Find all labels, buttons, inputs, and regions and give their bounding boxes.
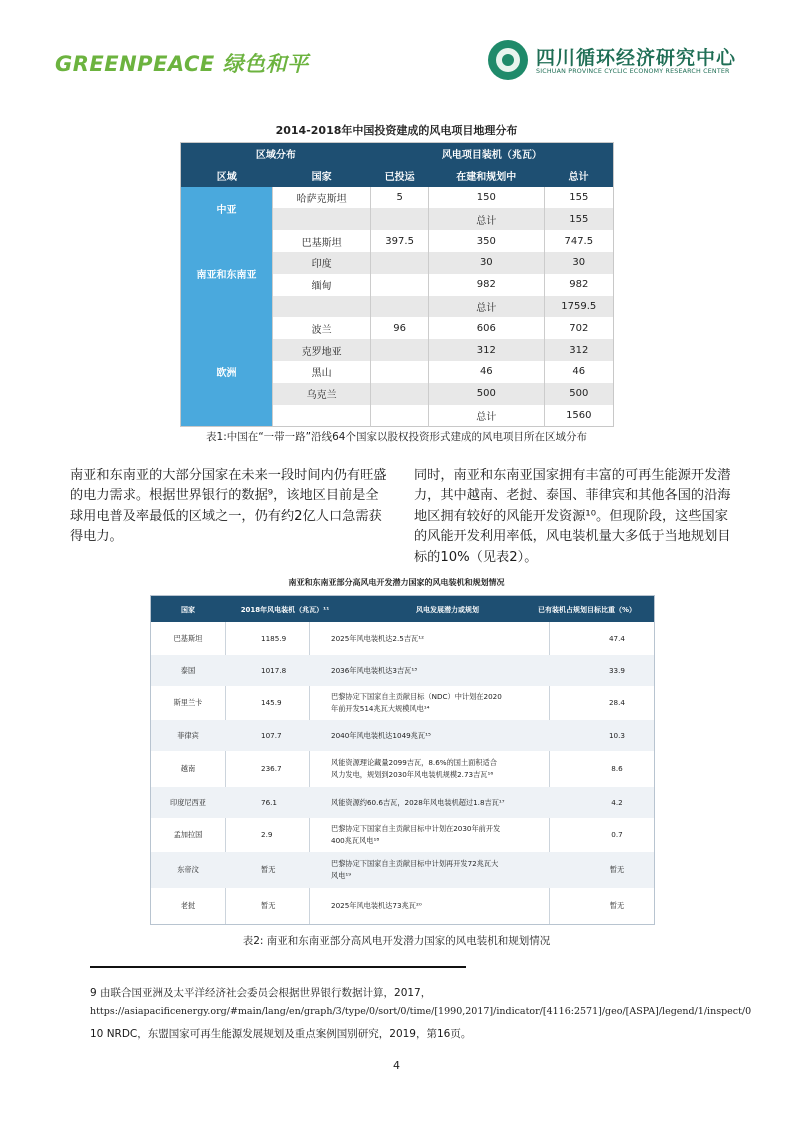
table-row [151, 751, 654, 787]
table-cell: 印度 [273, 252, 371, 274]
table-cell: 2025年风电装机达2.5吉瓦¹² [331, 634, 424, 643]
table-cell: 巴基斯坦 [173, 634, 203, 643]
table-cell: 5 [371, 187, 429, 209]
table-cell: 76.1 [261, 798, 278, 807]
table2-col-header: 风电发展潜力或规划 [416, 606, 479, 614]
page-number: 4 [393, 1059, 400, 1072]
table-row [181, 230, 614, 252]
table-cell: 30 [429, 252, 545, 274]
table-cell: 泰国 [180, 666, 196, 675]
table1-col-header: 在建和规划中 [429, 165, 545, 187]
table1-col-header: 已投运 [371, 165, 429, 187]
region-cell: 南亚和东南亚 [181, 230, 273, 317]
table-cell [371, 296, 429, 318]
table-cell: 老挝 [180, 901, 196, 910]
table-row [151, 622, 654, 655]
table1 [180, 142, 614, 427]
table-cell: 黑山 [273, 361, 371, 383]
table-cell: 波兰 [273, 317, 371, 339]
table1-group-header: 风电项目装机（兆瓦） [371, 143, 614, 165]
footnote-10: 10 NRDC，东盟国家可再生能源发展规划及重点案例国别研究，2019，第16页。 [90, 1028, 472, 1040]
table-cell: 500 [429, 383, 545, 405]
table-cell: 总计 [429, 405, 545, 427]
table-cell: 46 [544, 361, 613, 383]
table-row [151, 818, 654, 852]
table-cell [273, 208, 371, 230]
table-cell: 1017.8 [261, 666, 287, 675]
table-cell: 982 [429, 274, 545, 296]
table-cell: 312 [429, 339, 545, 361]
table-cell: 500 [544, 383, 613, 405]
table1-col-header: 总计 [544, 165, 613, 187]
table-cell: 312 [544, 339, 613, 361]
table-cell: 巴黎协定下国家自主贡献目标中计划在2030年前开发 [331, 824, 501, 833]
footnote-divider [90, 966, 466, 968]
table-cell: 暂无 [261, 901, 276, 910]
table2-col-header: 已有装机占规划目标比重（%） [537, 606, 636, 614]
greenpeace-logo: GREENPEACE 绿色和平 [55, 52, 309, 76]
table-cell: 风力发电，规划到2030年风电装机规模2.73吉瓦¹⁶ [331, 770, 494, 779]
table-cell: 0.7 [611, 830, 623, 839]
table-cell: 孟加拉国 [173, 830, 203, 839]
table-cell: 150 [429, 187, 545, 209]
research-center-name-cn: 四川循环经济研究中心 [536, 47, 737, 69]
table-cell: 2025年风电装机达73兆瓦²⁰ [331, 901, 422, 910]
table-cell: 8.6 [611, 764, 623, 773]
table-cell: 总计 [429, 296, 545, 318]
table-row [151, 888, 654, 924]
table-cell: 巴黎协定下国家自主贡献目标（NDC）中计划在2020 [331, 692, 502, 701]
table-cell: 巴黎协定下国家自主贡献目标中计划再开发72兆瓦大 [331, 859, 499, 868]
table-cell: 1759.5 [544, 296, 613, 318]
table1-col-header: 国家 [273, 165, 371, 187]
table-cell: 606 [429, 317, 545, 339]
table-cell: 菲律宾 [177, 731, 199, 740]
table2-caption: 表2: 南亚和东南亚部分高风电开发潜力国家的风电装机和规划情况 [242, 935, 551, 947]
table1-caption: 表1:中国在“一带一路”沿线64个国家以股权投资形式建成的风电项目所在区域分布 [206, 431, 587, 443]
table-cell: 暂无 [609, 901, 625, 910]
table-cell: 风电¹⁹ [331, 871, 352, 880]
table-cell [371, 383, 429, 405]
table-cell: 暂无 [609, 865, 625, 874]
table-cell: 斯里兰卡 [173, 698, 203, 707]
table-cell: 年前开发514兆瓦大规模风电¹⁴ [331, 704, 430, 713]
table-cell: 克罗地亚 [273, 339, 371, 361]
table-cell [371, 252, 429, 274]
table-cell: 47.4 [608, 634, 625, 643]
table-cell: 28.4 [608, 698, 625, 707]
table-cell: 乌克兰 [273, 383, 371, 405]
table-cell: 越南 [180, 764, 196, 773]
footnote-9-url[interactable]: https://asiapacificenergy.org/#main/lang/en/graph/3/type/0/sort/0/time/[1990,2017]/indicator/[4116:2571]/geo/[ASPA]/legend/1/inspect/0 [90, 1006, 752, 1017]
table2-col-header: 国家 [181, 606, 195, 614]
table2-header-row [151, 596, 654, 622]
table-cell: 155 [544, 187, 613, 209]
table-cell: 96 [371, 317, 429, 339]
table-cell: 397.5 [371, 230, 429, 252]
table-cell: 145.9 [261, 698, 282, 707]
table-cell: 1185.9 [261, 634, 287, 643]
table2-col-header: 2018年风电装机（兆瓦）¹¹ [240, 606, 330, 614]
table-cell [371, 208, 429, 230]
table-cell [273, 296, 371, 318]
table-cell: 155 [544, 208, 613, 230]
table-cell: 暂无 [261, 865, 276, 874]
table-cell: 总计 [429, 208, 545, 230]
table-cell: 4.2 [611, 798, 623, 807]
table-cell [371, 405, 429, 427]
table-cell: 哈萨克斯坦 [273, 187, 371, 209]
table-cell [371, 339, 429, 361]
body-paragraph-right: 同时，南亚和东南亚国家拥有丰富的可再生能源开发潜力，其中越南、老挝、泰国、菲律宾和其他各国的沿海地区拥有较好的风能开发资源¹⁰。但现阶段，这些国家的风能开发利用率低，风电装机量大多低于当地规划目标的10%（见表2）。 [414, 468, 731, 565]
table-row [151, 655, 654, 686]
table-cell: 33.9 [608, 666, 625, 675]
table-cell: 107.7 [261, 731, 282, 740]
footnote-9: 9 由联合国亚洲及太平洋经济社会委员会根据世界银行数据计算，2017， [90, 987, 432, 999]
table-cell: 30 [544, 252, 613, 274]
region-cell: 中亚 [181, 187, 273, 231]
table-cell: 350 [429, 230, 545, 252]
table-row [151, 686, 654, 720]
region-cell: 欧洲 [181, 317, 273, 426]
table-cell: 236.7 [261, 764, 282, 773]
table-row [151, 720, 654, 751]
table-cell: 2.9 [261, 830, 273, 839]
table1-group-header: 区域分布 [181, 143, 371, 165]
table-cell: 2040年风电装机达1049兆瓦¹⁵ [331, 731, 431, 740]
table-cell [273, 405, 371, 427]
table-row [151, 852, 654, 888]
table-cell: 风能资源约60.6吉瓦，2028年风电装机超过1.8吉瓦¹⁷ [331, 798, 505, 807]
table-cell: 风能资源理论藏量2099吉瓦，8.6%的国土面积适合 [331, 758, 497, 767]
table-cell: 东帝汶 [177, 865, 199, 874]
table-cell: 1560 [544, 405, 613, 427]
table-cell: 10.3 [608, 731, 625, 740]
table2-title: 南亚和东南亚部分高风电开发潜力国家的风电装机和规划情况 [288, 578, 505, 587]
table-cell [371, 274, 429, 296]
table1-col-header: 区域 [181, 165, 273, 187]
table-cell [371, 361, 429, 383]
body-paragraph-left: 南亚和东南亚的大部分国家在未来一段时间内仍有旺盛的电力需求。根据世界银行的数据⁹，该地区目前是全球用电普及率最低的区域之一，仍有约2亿人口急需获得电力。 [70, 468, 387, 545]
table-cell: 982 [544, 274, 613, 296]
table-cell: 702 [544, 317, 613, 339]
table-row [181, 187, 614, 209]
table-cell: 400兆瓦风电¹⁸ [331, 836, 380, 845]
table-cell: 747.5 [544, 230, 613, 252]
research-center-name-en: SICHUAN PROVINCE CYCLIC ECONOMY RESEARCH CENTER [536, 68, 730, 75]
table1-title: 2014-2018年中国投资建成的风电项目地理分布 [275, 124, 518, 137]
research-center-seal-icon [488, 40, 528, 80]
table-cell: 46 [429, 361, 545, 383]
table-row [151, 787, 654, 818]
table-cell: 缅甸 [273, 274, 371, 296]
table2 [150, 595, 655, 925]
table-cell: 2036年风电装机达3吉瓦¹³ [331, 666, 418, 675]
table-cell: 巴基斯坦 [273, 230, 371, 252]
table-cell: 印度尼西亚 [170, 798, 206, 807]
table-row [181, 317, 614, 339]
